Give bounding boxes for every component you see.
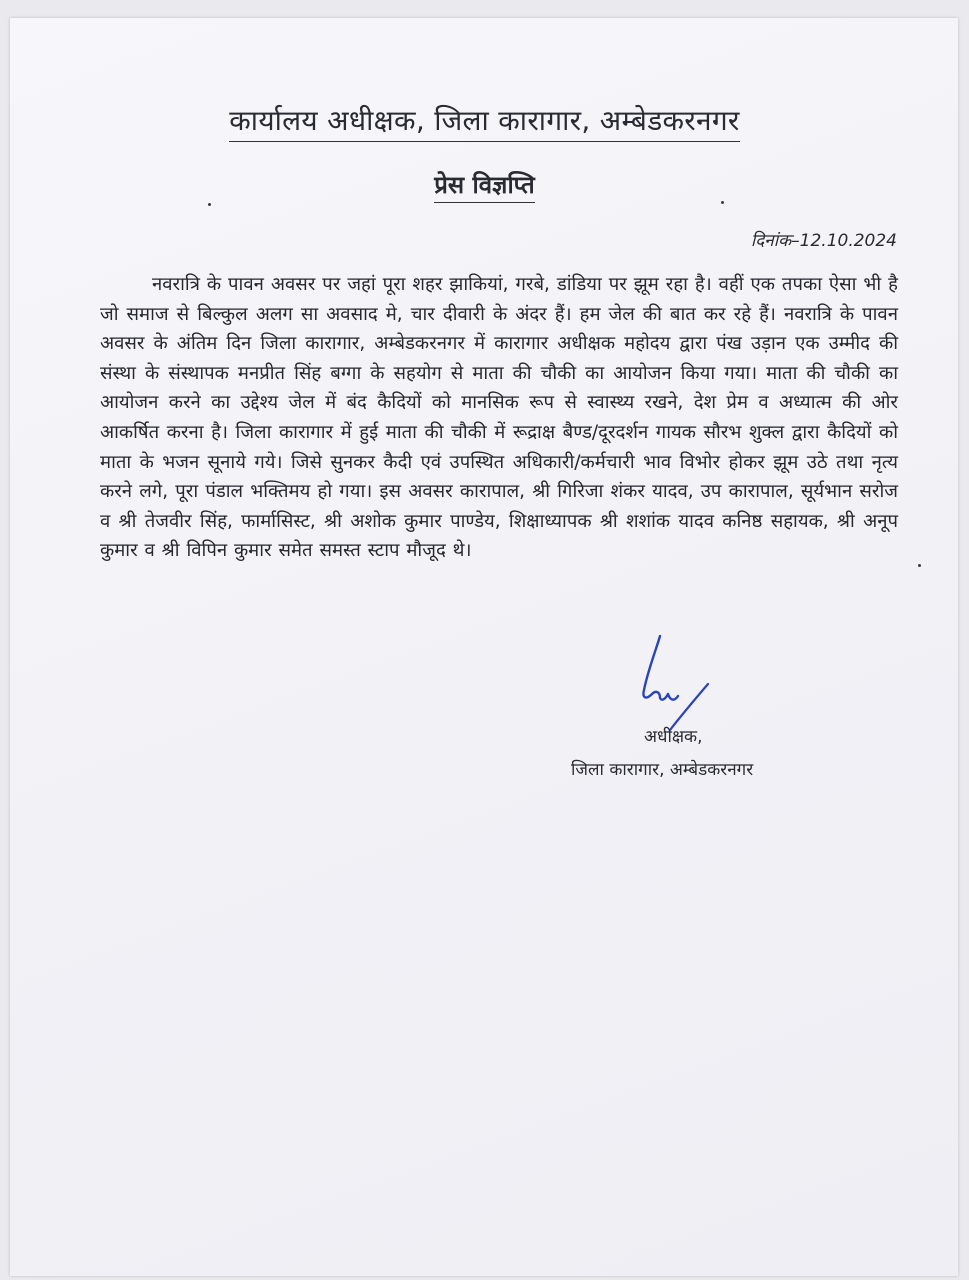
signatory-office: जिला कारागार, अम्बेडकरनगर	[571, 760, 754, 780]
document-date: दिनांक–12.10.2024	[750, 231, 897, 251]
signatory-designation: अधीक्षक,	[644, 727, 703, 747]
signature-stroke	[643, 636, 678, 700]
office-title	[0, 101, 969, 142]
paper-speck	[918, 564, 921, 567]
document-sheet	[10, 18, 958, 1276]
document-type-text: प्रेस विज्ञप्ति	[434, 168, 534, 203]
paper-speck	[208, 203, 211, 206]
document-type-heading	[0, 168, 969, 203]
press-release-paragraph: नवरात्रि के पावन अवसर पर जहां पूरा शहर झाकियां, गरबे, डांडिया पर झूम रहा है। वहीं एक तपका ऐसा भी है जो समाज से बिल्कुल अलग सा अवसाद मे, चार दीवारी के अंदर हैं। हम जेल की बात कर रहे हैं। नवरात्रि के पावन अवसर के अंतिम दिन जिला कारागार, अम्बेडकरनगर में कारागार अधीक्षक महोदय द्वारा पंख उड़ान एक उम्मीद की संस्था के संस्थापक मनप्रीत सिंह बग्गा के सहयोग से माता की चौकी का आयोजन किया गया। माता की चौकी का आयोजन करने का उद्देश्य जेल में बंद कैदियों को मानसिक रूप से स्वास्थ्य रखने, देश प्रेम व अध्यात्म की ओर आकर्षित करना है। जिला कारागार में हुई माता की चौकी में रूद्राक्ष बैण्ड/दूरदर्शन गायक सौरभ शुक्ल द्वारा कैदियों को माता के भजन सूनाये गये। जिसे सुनकर कैदी एवं उपस्थित अधिकारी/कर्मचारी भाव विभोर होकर झूम उठे तथा नृत्य करने लगे, पूरा पंडाल भक्तिमय हो गया। इस अवसर कारापाल, श्री गिरिजा शंकर यादव, उप कारापाल, सूर्यभान सरोज व श्री तेजवीर सिंह, फार्मासिस्ट, श्री अशोक कुमार पाण्डेय, शिक्षाध्यापक श्री शशांक यादव कनिष्ठ सहायक, श्री अनूप कुमार व श्री विपिन कुमार समेत समस्त स्टाप मौजूद थे।	[100, 274, 898, 562]
office-title-text: कार्यालय अधीक्षक, जिला कारागार, अम्बेडकरनगर	[229, 101, 739, 142]
